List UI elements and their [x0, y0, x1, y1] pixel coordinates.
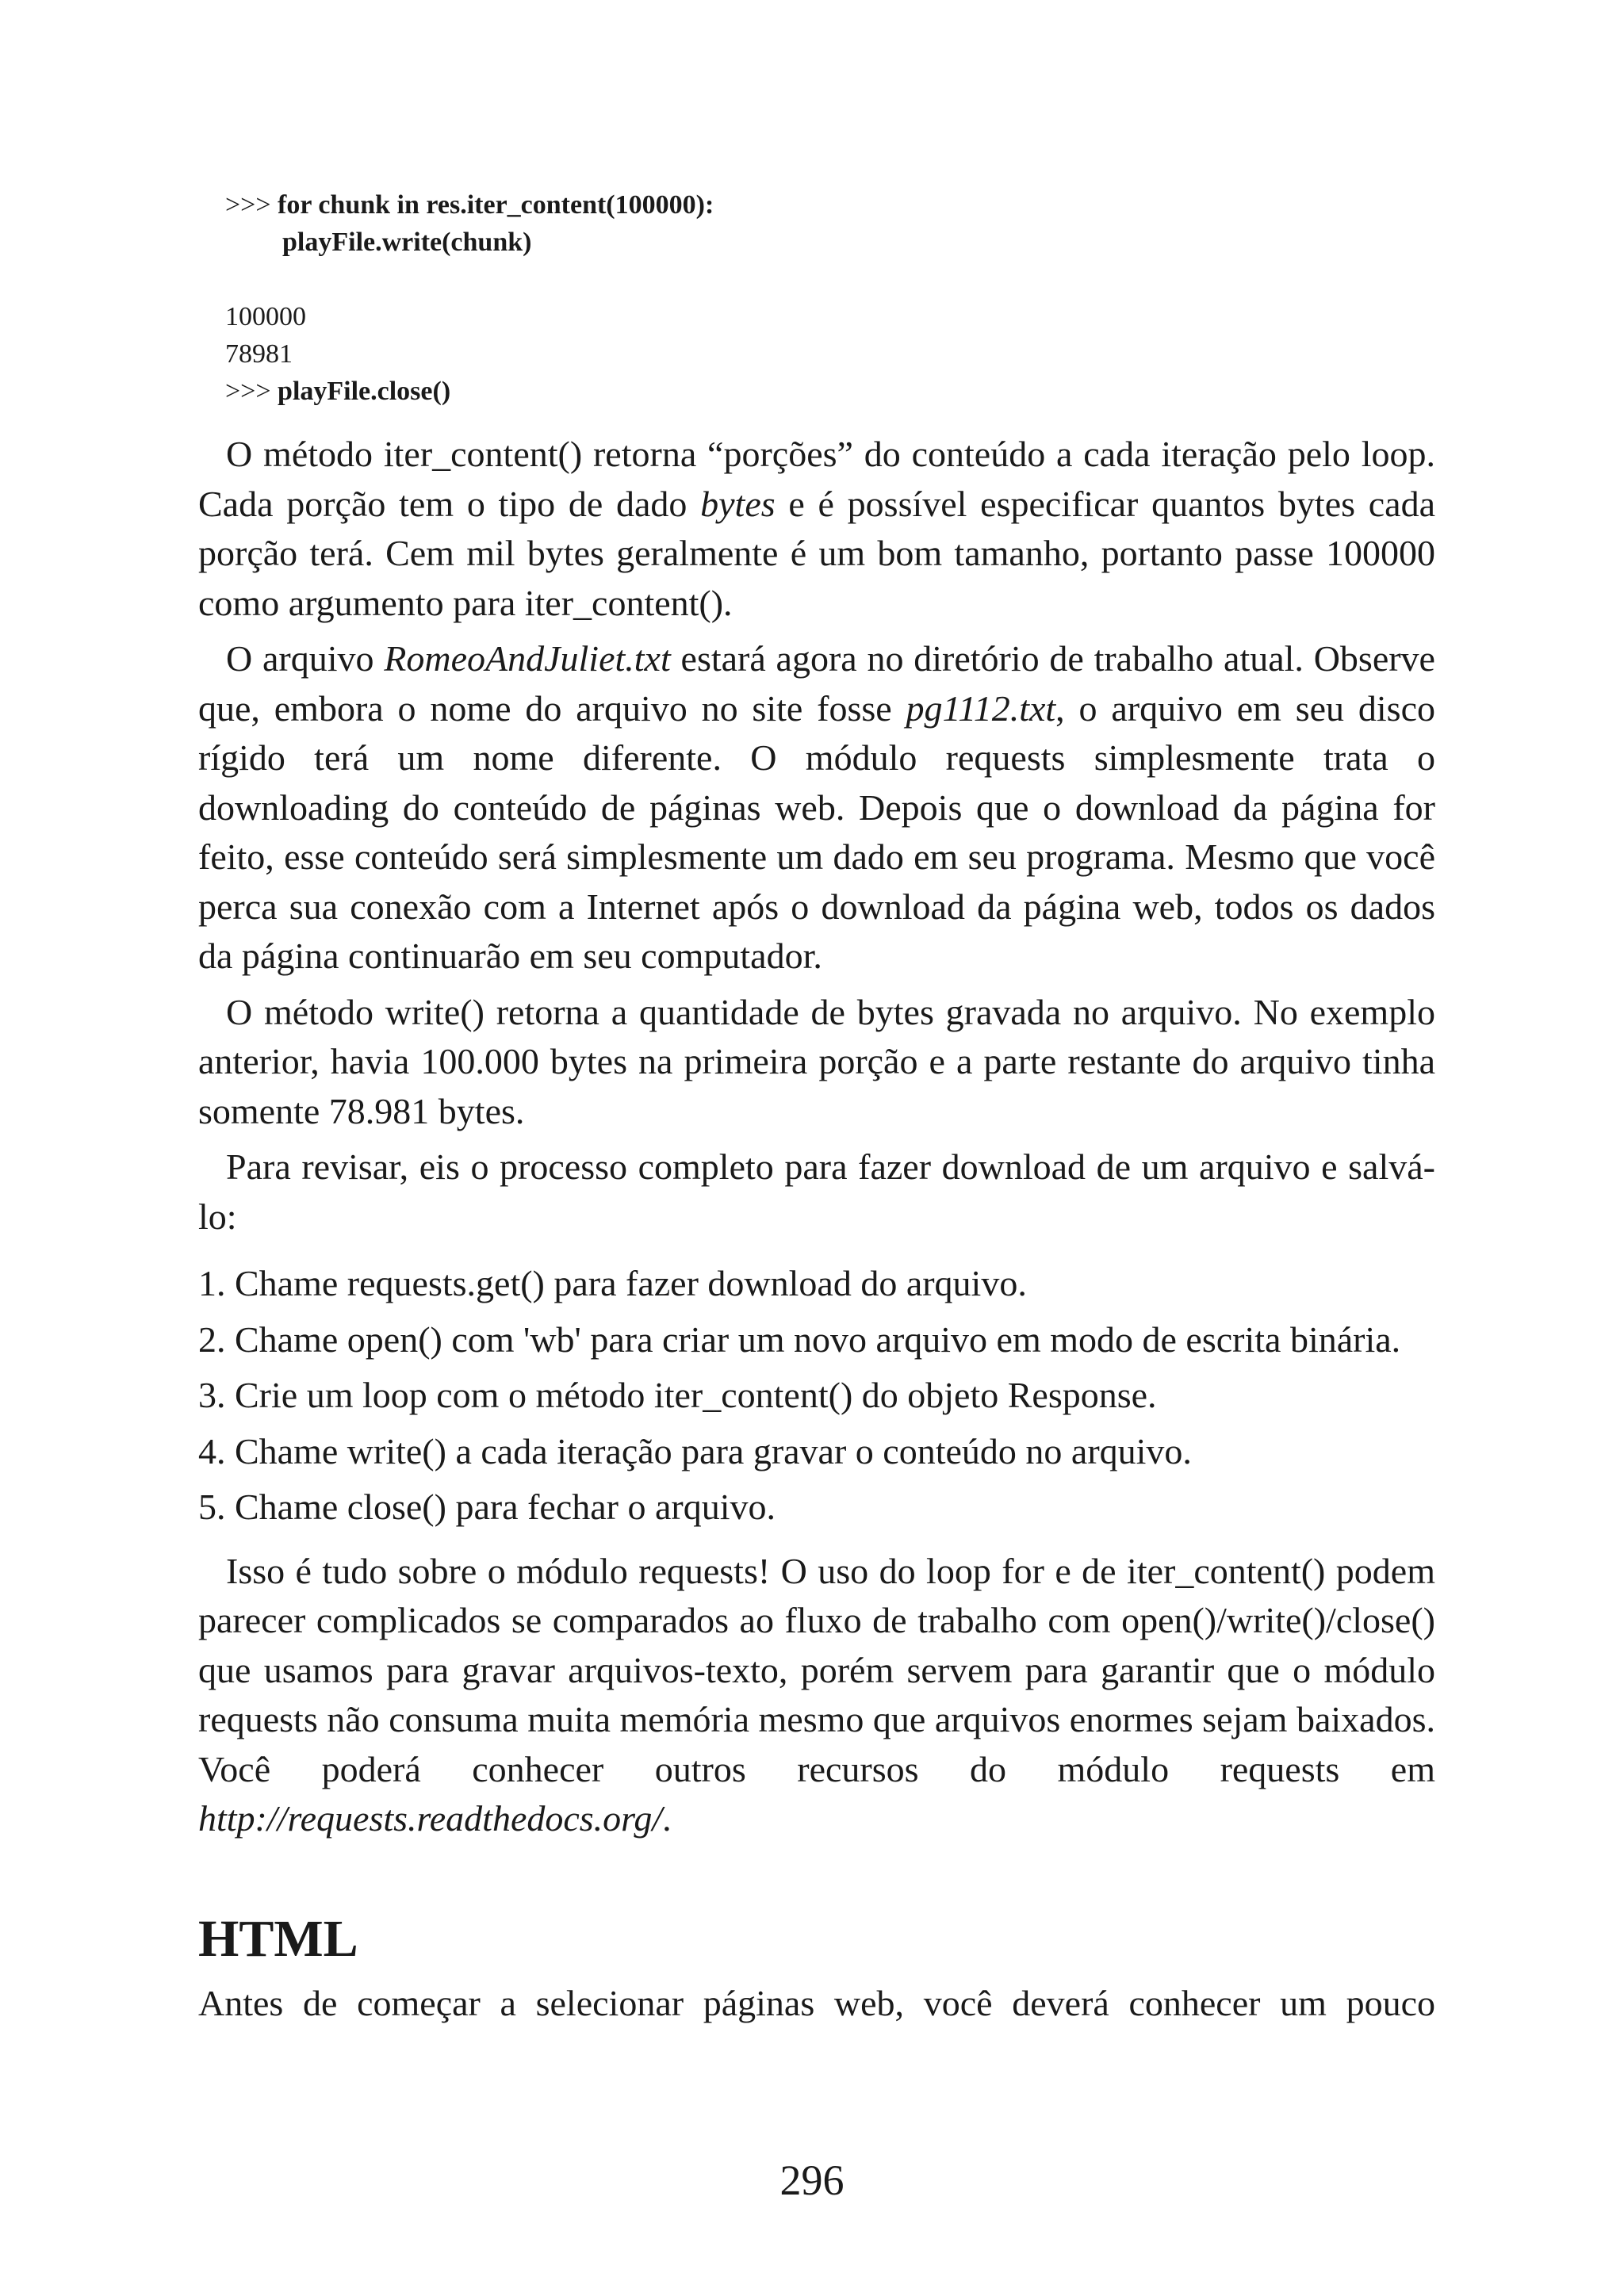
- paragraph-summary: [198, 1547, 1435, 1844]
- paragraph-text: , o arquivo em seu disco rígido terá um nome diferente. O módulo requests simplesmente trata o downloading do conteúdo de páginas web. Depois que o download da página for feito, esse conteúdo será simplesmente um dado em seu programa. Mesmo que você perca sua conexão com a Internet após o download da página web, todos os dados da página continuarão em seu computador.: [198, 687, 1435, 976]
- code-command: for chunk in res.iter_content(100000):: [278, 190, 714, 220]
- list-item: 4. Chame write() a cada iteração para gravar o conteúdo no arquivo.: [198, 1430, 1192, 1471]
- filename-text: pg1112.txt: [906, 687, 1056, 729]
- paragraph-text: O método iter_content() retorna “porções” do conteúdo a cada iteração pelo loop. Cada porção tem o tipo de dado: [198, 434, 1435, 524]
- page-content: [198, 186, 1435, 2028]
- list-item: 1. Chame requests.get() para fazer download do arquivo.: [198, 1263, 1027, 1303]
- paragraph-iter-content: [198, 430, 1435, 628]
- code-gap: [225, 261, 1435, 298]
- emphasis-text: bytes: [700, 483, 776, 524]
- code-line: [225, 186, 1435, 224]
- paragraph-text: .: [662, 1798, 672, 1839]
- page-number: 296: [779, 2156, 845, 2204]
- list-item: 2. Chame open() com 'wb' para criar um novo arquivo em modo de escrita binária.: [198, 1318, 1401, 1360]
- list-item: 3. Crie um loop com o método iter_content() do objeto Response.: [198, 1375, 1157, 1415]
- paragraph-html-intro: Antes de começar a selecionar páginas web, você deverá conhecer um pouco: [198, 1982, 1435, 2023]
- paragraph-review: Para revisar, eis o processo completo para fazer download de um arquivo e salvá-lo:: [198, 1146, 1435, 1237]
- steps-list: [198, 1259, 1435, 1533]
- code-line: [225, 373, 1435, 410]
- list-item: 5. Chame close() para fechar o arquivo.: [198, 1487, 776, 1527]
- code-prompt: >>>: [225, 190, 278, 220]
- code-line: [225, 224, 1435, 261]
- code-block: [198, 186, 1435, 410]
- filename-text: RomeoAndJuliet.txt: [384, 638, 671, 679]
- code-prompt: >>>: [225, 377, 278, 406]
- code-output: 100000: [225, 302, 306, 331]
- paragraph-text: O arquivo: [226, 638, 385, 679]
- code-command: playFile.write(chunk): [282, 228, 532, 257]
- paragraph-text: Isso é tudo sobre o módulo requests! O uso do loop for e de iter_content() podem parecer complicados se comparados ao fluxo de trabalho com open()/write()/close() que usamos para gravar arquivos-texto, porém servem para garantir que o módulo requests não consuma muita memória mesmo que arquivos enormes sejam baixados. Você poderá conhecer outros recursos do módulo requests em: [198, 1550, 1435, 1789]
- paragraph-text: e é possível especificar quantos bytes cada porção terá. Cem mil bytes geralmente é um bom tamanho, portanto passe 100000 como argumento para iter_content().: [198, 483, 1435, 623]
- paragraph-write-method: O método write() retorna a quantidade de bytes gravada no arquivo. No exemplo anterior, havia 100.000 bytes na primeira porção e a parte restante do arquivo tinha somente 78.981 bytes.: [198, 991, 1435, 1131]
- section-heading: HTML: [198, 1909, 358, 1968]
- url-text: http://requests.readthedocs.org/: [198, 1798, 663, 1839]
- paragraph-file-saved: [198, 634, 1435, 982]
- code-command: playFile.close(): [278, 377, 451, 406]
- paragraph-text: estará agora no diretório de trabalho atual. Observe que, embora o nome do arquivo no site fosse: [198, 638, 1435, 729]
- code-output: 78981: [225, 339, 293, 369]
